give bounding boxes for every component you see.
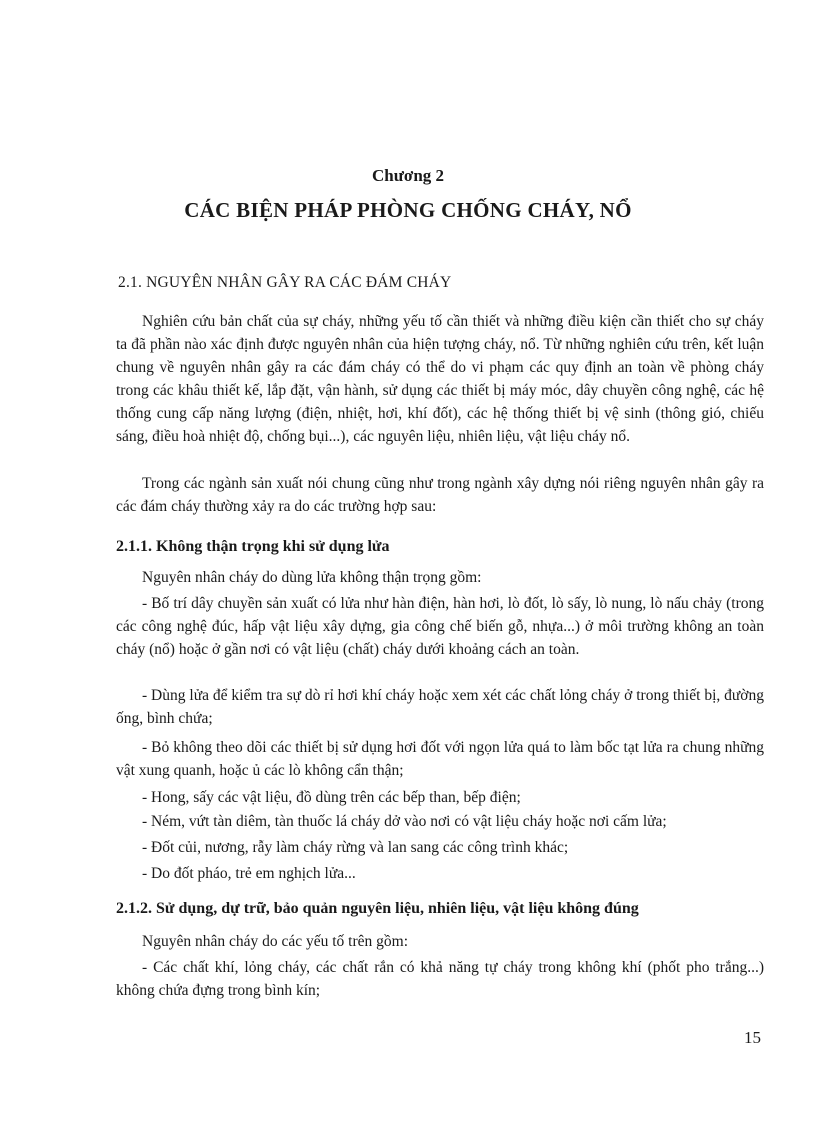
list-item: - Bỏ không theo dõi các thiết bị sử dụng hơi đốt với ngọn lửa quá to làm bốc tạt lửa ra chung những vật xung quanh, hoặc ủ các lò không cẩn thận; xyxy=(116,739,764,779)
page-number: 15 xyxy=(744,1028,761,1047)
list-item: - Đốt củi, nương, rẫy làm cháy rừng và lan sang các công trình khác; xyxy=(142,839,569,856)
subsection-heading-2: 2.1.2. Sử dụng, dự trữ, bảo quản nguyên liệu, nhiên liệu, vật liệu không đúng xyxy=(116,900,639,917)
list-item: - Ném, vứt tàn diêm, tàn thuốc lá cháy dở vào nơi có vật liệu cháy hoặc nơi cấm lửa; xyxy=(142,813,667,830)
list-item: - Hong, sấy các vật liệu, đồ dùng trên các bếp than, bếp điện; xyxy=(142,789,521,806)
section-heading: 2.1. NGUYÊN NHÂN GÂY RA CÁC ĐÁM CHÁY xyxy=(118,274,452,291)
subsection-intro-1: Nguyên nhân cháy do dùng lửa không thận trọng gồm: xyxy=(142,569,482,586)
chapter-title: CÁC BIỆN PHÁP PHÒNG CHỐNG CHÁY, NỔ xyxy=(184,198,632,222)
paragraph-intro: Nghiên cứu bản chất của sự cháy, những yếu tố cần thiết và những điều kiện cần thiết cho sự cháy ta đã phần nào xác định được nguyên nhân của hiện tượng cháy, nổ. Từ những nghiên cứu trên, kết luận chung về nguyên nhân gây ra các đám cháy có thể do vi phạm các quy định an toàn về phòng cháy trong các khâu thiết kế, lắp đặt, vận hành, sử dụng các thiết bị máy móc, dây chuyền công nghệ, các hệ thống cung cấp năng lượng (điện, nhiệt, hơi, khí đốt), các hệ thống thiết bị vệ sinh (thông gió, chiếu sáng, điều hoà nhiệt độ, chống bụi...), các nguyên liệu, nhiên liệu, vật liệu cháy nổ. xyxy=(116,313,764,445)
list-item: - Dùng lửa để kiểm tra sự dò rỉ hơi khí cháy hoặc xem xét các chất lỏng cháy ở trong thiết bị, đường ống, bình chứa; xyxy=(116,687,764,727)
list-item: - Do đốt pháo, trẻ em nghịch lửa... xyxy=(142,865,356,882)
list-item: - Bố trí dây chuyền sản xuất có lửa như hàn điện, hàn hơi, lò đốt, lò sấy, lò nung, lò nấu chảy (trong các công nghệ đúc, hấp vật liệu xây dựng, gia công chế biến gỗ, nhựa...) ở môi trường không an toàn cháy (nổ) hoặc ở gần nơi có vật liệu (chất) cháy dưới khoảng cách an toàn. xyxy=(116,595,764,658)
subsection-heading-1: 2.1.1. Không thận trọng khi sử dụng lửa xyxy=(116,538,390,555)
list-item: - Các chất khí, lỏng cháy, các chất rắn có khả năng tự cháy trong không khí (phốt pho trắng...) không chứa đựng trong bình kín; xyxy=(116,959,764,999)
subsection-intro-2: Nguyên nhân cháy do các yếu tố trên gồm: xyxy=(142,933,408,950)
chapter-label: Chương 2 xyxy=(371,166,445,185)
paragraph-causes: Trong các ngành sản xuất nói chung cũng như trong ngành xây dựng nói riêng nguyên nhân gây ra các đám cháy thường xảy ra do các trường hợp sau: xyxy=(116,475,764,515)
